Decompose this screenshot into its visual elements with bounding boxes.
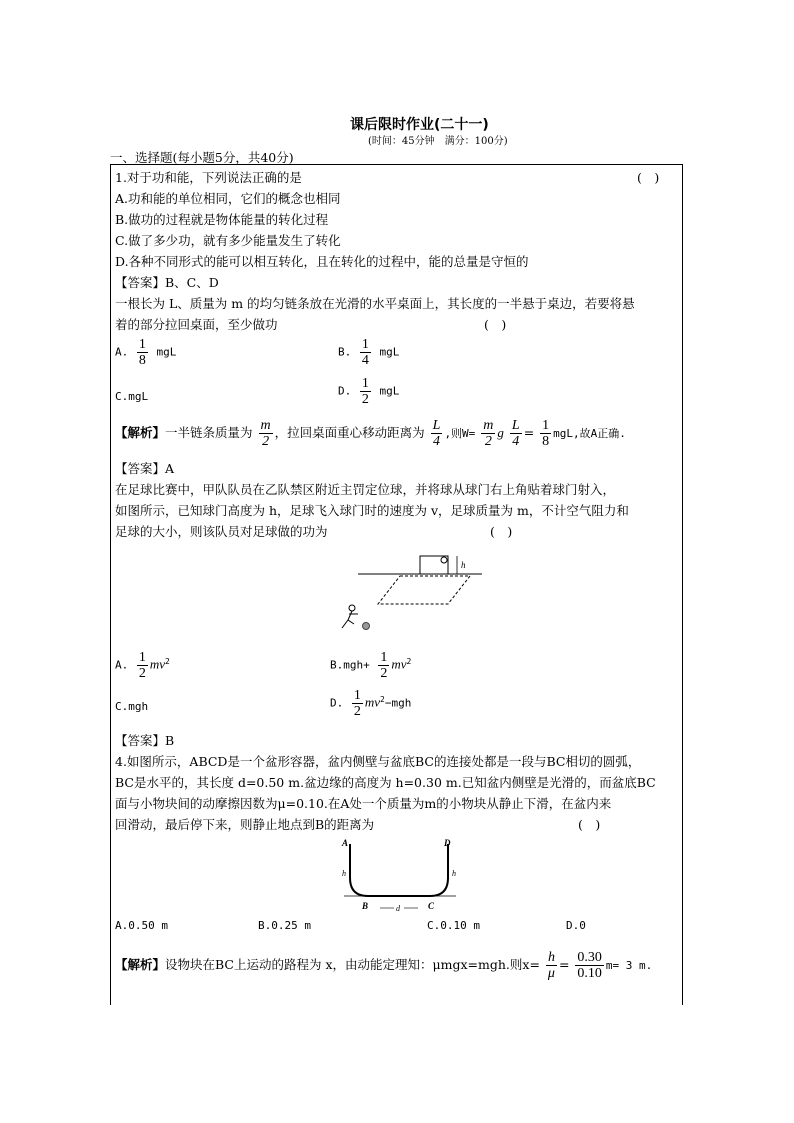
q2-option-a: A. $\frac{1}{8}$ mgL [115,337,177,368]
q3-answer: 【答案】B [115,733,175,748]
svg-text:h: h [342,869,346,878]
q4-analysis: 【解析】设物块在BC上运动的路程为 x，由动能定理知：μmgx=mgh.则x= $\frac{h}{\mu}$ = $\frac{0.30}{0.10}$ m= 3 m. [115,950,653,981]
svg-text:B: B [362,901,369,911]
q1-stem: 1.对于功和能，下列说法正确的是 [115,170,302,185]
q1-option-b: B.做功的过程就是物体能量的转化过程 [115,212,329,227]
q3-option-d: D. $\frac{1}{2}$ $mv^2-mgh$ [330,688,412,719]
q3-option-b: B.mgh+ $\frac{1}{2}$ $mv^2$ [330,650,412,681]
q2-stem-line1: 一根长为 L、质量为 m 的均匀链条放在光滑的水平桌面上，其长度的一半悬于桌边，若要将悬 [115,296,635,311]
page-subtitle: (时间：45分钟 满分：100分) [368,136,508,147]
q2-option-c: C.mgL [115,390,149,403]
q4-option-b: B.0.25 m [258,919,311,932]
q1-option-a: A.功和能的单位相同，它们的概念也相同 [115,191,341,206]
q2-stem-line2: 着的部分拉回桌面，至少做功 [115,317,278,332]
goal-height-label: h [461,560,466,570]
svg-text:C: C [428,901,435,911]
q3-paren: ( ) [490,524,513,539]
q2-paren: ( ) [484,317,507,332]
q2-answer: 【答案】A [115,461,175,476]
q4-stem-line3: 面与小物块间的动摩擦因数为μ=0.10.在A处一个质量为m的小物块从静止下滑，在盆内来 [115,796,612,811]
svg-text:D: D [444,838,451,848]
q1-paren: ( ) [637,170,660,185]
svg-text:d: d [396,904,400,913]
q3-option-a: A. $\frac{1}{2}$ $mv^2$ [115,650,170,681]
q4-option-a: A.0.50 m [115,919,168,932]
q2-option-b: B. $\frac{1}{4}$ mgL [338,337,400,368]
q4-option-d: D.0 [566,919,586,932]
q3-stem-line3: 足球的大小，则该队员对足球做的功为 [115,524,328,539]
section-heading: 一、选择题(每小题5分，共40分) [110,150,294,165]
svg-text:h: h [452,869,456,878]
q1-option-c: C.做了多少功，就有多少能量发生了转化 [115,233,341,248]
q1-answer: 【答案】B、C、D [115,275,219,290]
q1-option-d: D.各种不同形式的能可以相互转化，且在转化的过程中，能的总量是守恒的 [115,254,529,269]
q2-option-d: D. $\frac{1}{2}$ mgL [338,376,400,407]
basin-container-figure [330,834,470,916]
soccer-goal-figure [330,548,490,640]
q4-stem-line1: 4.如图所示，ABCD是一个盆形容器，盆内侧壁与盆底BC的连接处都是一段与BC相切的圆弧， [115,754,641,769]
page-title: 课后限时作业(二十一) [350,117,489,133]
q3-option-c: C.mgh [115,700,149,713]
q3-stem-line1: 在足球比赛中，甲队队员在乙队禁区附近主罚定位球，并将球从球门右上角贴着球门射入， [115,482,616,497]
q2-analysis: 【解析】一半链条质量为 $\frac{m}{2}$ ，拉回桌面重心移动距离为 $\frac{L}{4}$ ,则W= $\frac{m}{2}$ g $\frac{L}{4}$ = $\frac{1}{8}$ mgL,故A正确. [115,418,626,449]
q3-stem-line2: 如图所示，已知球门高度为 h，足球飞入球门时的速度为 v，足球质量为 m，不计空气阻力和 [115,503,629,518]
q4-stem-line4: 回滑动，最后停下来，则静止地点到B的距离为 [115,817,375,832]
svg-text:A: A [342,838,349,848]
q4-option-c: C.0.10 m [427,919,480,932]
q4-paren: ( ) [578,817,601,832]
q4-stem-line2: BC是水平的，其长度 d=0.50 m.盆边缘的高度为 h=0.30 m.已知盆内侧壁是光滑的，而盆底BC [115,775,656,790]
